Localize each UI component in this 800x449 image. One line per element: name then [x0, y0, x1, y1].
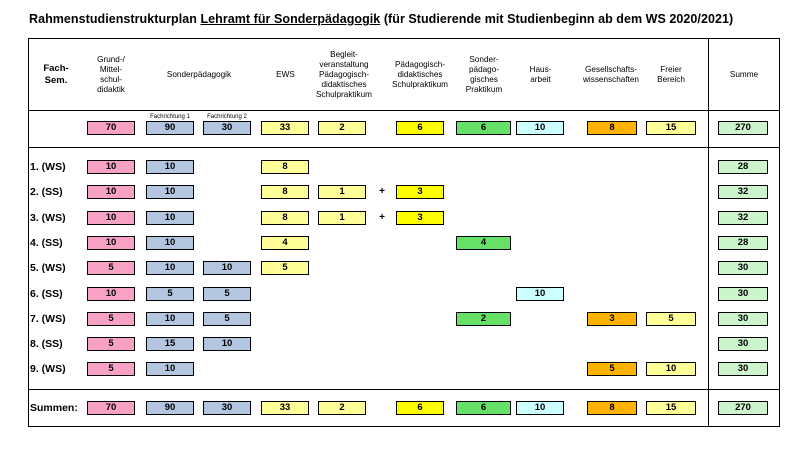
semester-label: 7. (WS): [30, 312, 66, 325]
header-ews-text: EWS: [276, 70, 295, 79]
semester-row-4-summe-cell: 28: [718, 236, 768, 250]
semester-label: 3. (WS): [30, 211, 66, 224]
summen-divider: [28, 389, 780, 390]
summen-label: Summen:: [30, 402, 78, 414]
semester-label: 2. (SS): [30, 186, 63, 199]
header-fach-sem: [30, 40, 82, 110]
semester-label: 9. (WS): [30, 363, 66, 376]
summen-row-fr1-cell: 90: [146, 401, 194, 415]
semester-row-1-grund-cell: 10: [87, 160, 135, 174]
summen-row-begleit-cell: 2: [318, 401, 366, 415]
summen-row-grund-cell: 70: [87, 401, 135, 415]
semester-row-2-paed-cell: 3: [396, 185, 444, 199]
semester-row-3-paed-cell: 3: [396, 211, 444, 225]
semester-row-2-plus: +: [379, 186, 385, 198]
header-summe: [710, 40, 778, 110]
subheader-fr2: Fachrichtung 2: [207, 114, 247, 120]
semester-row-7-fr2-cell: 5: [203, 312, 251, 326]
header-grund: [82, 40, 140, 110]
semester-row-3-begleit-cell: 1: [318, 211, 366, 225]
semester-row-5-summe-cell: 30: [718, 261, 768, 275]
semester-row-8-fr1-cell: 15: [146, 337, 194, 351]
header-haus: [513, 40, 568, 110]
total-row-fr2-cell: 30: [203, 121, 251, 135]
semester-row-3-summe-cell: 32: [718, 211, 768, 225]
semester-row-1-summe-cell: 28: [718, 160, 768, 174]
summen-row-haus-cell: 10: [516, 401, 564, 415]
semester-row-3-fr1-cell: 10: [146, 211, 194, 225]
semester-row-4-grund-cell: 10: [87, 236, 135, 250]
header-summe-text: Summe: [729, 70, 759, 79]
semester-row-8-fr2-cell: 10: [203, 337, 251, 351]
semester-row-4-sonderprak-cell: 4: [456, 236, 511, 250]
semester-row-9-frei-cell: 10: [646, 362, 696, 376]
summen-row-summe-cell: 270: [718, 401, 768, 415]
semester-row-7-grund-cell: 5: [87, 312, 135, 326]
semester-row-6-grund-cell: 10: [87, 287, 135, 301]
page-title: [29, 12, 733, 26]
semester-row-2-grund-cell: 10: [87, 185, 135, 199]
semester-row-5-fr1-cell: 10: [146, 261, 194, 275]
header-sonderprak: [455, 40, 513, 110]
summen-row-fr2-cell: 30: [203, 401, 251, 415]
semester-row-8-summe-cell: 30: [718, 337, 768, 351]
total-row-summe-cell: 270: [718, 121, 768, 135]
header-sonder: [140, 40, 258, 110]
semester-row-2-ews-cell: 8: [261, 185, 309, 199]
header-paed: [385, 40, 455, 110]
header-frei-text: Freier Bereich: [657, 65, 685, 84]
header-haus-text: Haus- arbeit: [529, 65, 552, 84]
semester-row-7-summe-cell: 30: [718, 312, 768, 326]
semester-row-9-grund-cell: 5: [87, 362, 135, 376]
semester-row-1-ews-cell: 8: [261, 160, 309, 174]
total-row-fr1-cell: 90: [146, 121, 194, 135]
header-paed-text: Pädagogisch- didaktisches Schulpraktikum: [392, 60, 448, 89]
semester-row-6-summe-cell: 30: [718, 287, 768, 301]
subheader-fr1: Fachrichtung 1: [150, 114, 190, 120]
summe-column-divider: [708, 38, 709, 427]
total-row-frei-cell: 15: [646, 121, 696, 135]
semester-row-8-grund-cell: 5: [87, 337, 135, 351]
semester-row-3-plus: +: [379, 211, 385, 223]
header-gesell: [575, 40, 647, 110]
semester-row-9-gesell-cell: 5: [587, 362, 637, 376]
semester-row-4-ews-cell: 4: [261, 236, 309, 250]
semester-row-7-sonderprak-cell: 2: [456, 312, 511, 326]
semester-row-7-frei-cell: 5: [646, 312, 696, 326]
summen-row-sonderprak-cell: 6: [456, 401, 511, 415]
semester-row-3-grund-cell: 10: [87, 211, 135, 225]
semester-row-7-gesell-cell: 3: [587, 312, 637, 326]
semester-row-9-summe-cell: 30: [718, 362, 768, 376]
semester-row-1-fr1-cell: 10: [146, 160, 194, 174]
semester-label: 5. (WS): [30, 262, 66, 275]
total-divider: [28, 147, 780, 148]
semester-row-5-grund-cell: 5: [87, 261, 135, 275]
semester-row-5-ews-cell: 5: [261, 261, 309, 275]
title-prefix: Rahmenstudienstrukturplan: [29, 12, 201, 26]
semester-row-9-fr1-cell: 10: [146, 362, 194, 376]
semester-row-2-begleit-cell: 1: [318, 185, 366, 199]
title-suffix: (für Studierende mit Studienbeginn ab dem WS 2020/2021): [380, 12, 734, 26]
summen-row-frei-cell: 15: [646, 401, 696, 415]
header-divider: [28, 110, 780, 111]
total-row-ews-cell: 33: [261, 121, 309, 135]
total-row-begleit-cell: 2: [318, 121, 366, 135]
header-sonderprak-text: Sonder- pädago- gisches Praktikum: [465, 55, 503, 94]
semester-label: 6. (SS): [30, 287, 63, 300]
summen-row-ews-cell: 33: [261, 401, 309, 415]
semester-row-6-fr2-cell: 5: [203, 287, 251, 301]
semester-row-7-fr1-cell: 10: [146, 312, 194, 326]
semester-row-2-summe-cell: 32: [718, 185, 768, 199]
header-sonder-text: Sonderpädagogik: [166, 70, 232, 79]
header-grund-text: Grund-/ Mittel- schul- didaktik: [97, 55, 125, 94]
semester-row-4-fr1-cell: 10: [146, 236, 194, 250]
semester-label: 1. (WS): [30, 161, 66, 173]
header-begleit: [305, 40, 383, 110]
total-row-haus-cell: 10: [516, 121, 564, 135]
semester-label: 4. (SS): [30, 236, 63, 249]
semester-label: 8. (SS): [30, 338, 63, 351]
semester-row-3-ews-cell: 8: [261, 211, 309, 225]
total-row-gesell-cell: 8: [587, 121, 637, 135]
semester-row-5-fr2-cell: 10: [203, 261, 251, 275]
header-begleit-text: Begleit- veranstaltung Pädagogisch- didaktisches Schulpraktikum: [316, 50, 372, 99]
semester-row-6-fr1-cell: 5: [146, 287, 194, 301]
total-row-grund-cell: 70: [87, 121, 135, 135]
header-fach-sem-text: Fach- Sem.: [43, 63, 69, 86]
summen-row-gesell-cell: 8: [587, 401, 637, 415]
summen-row-paed-cell: 6: [396, 401, 444, 415]
total-row-paed-cell: 6: [396, 121, 444, 135]
header-frei: [640, 40, 702, 110]
total-row-sonderprak-cell: 6: [456, 121, 511, 135]
semester-row-6-haus-cell: 10: [516, 287, 564, 301]
title-underlined: Lehramt für Sonderpädagogik: [200, 12, 381, 26]
header-gesell-text: Gesellschafts- wissenschaften: [583, 65, 639, 84]
semester-row-2-fr1-cell: 10: [146, 185, 194, 199]
